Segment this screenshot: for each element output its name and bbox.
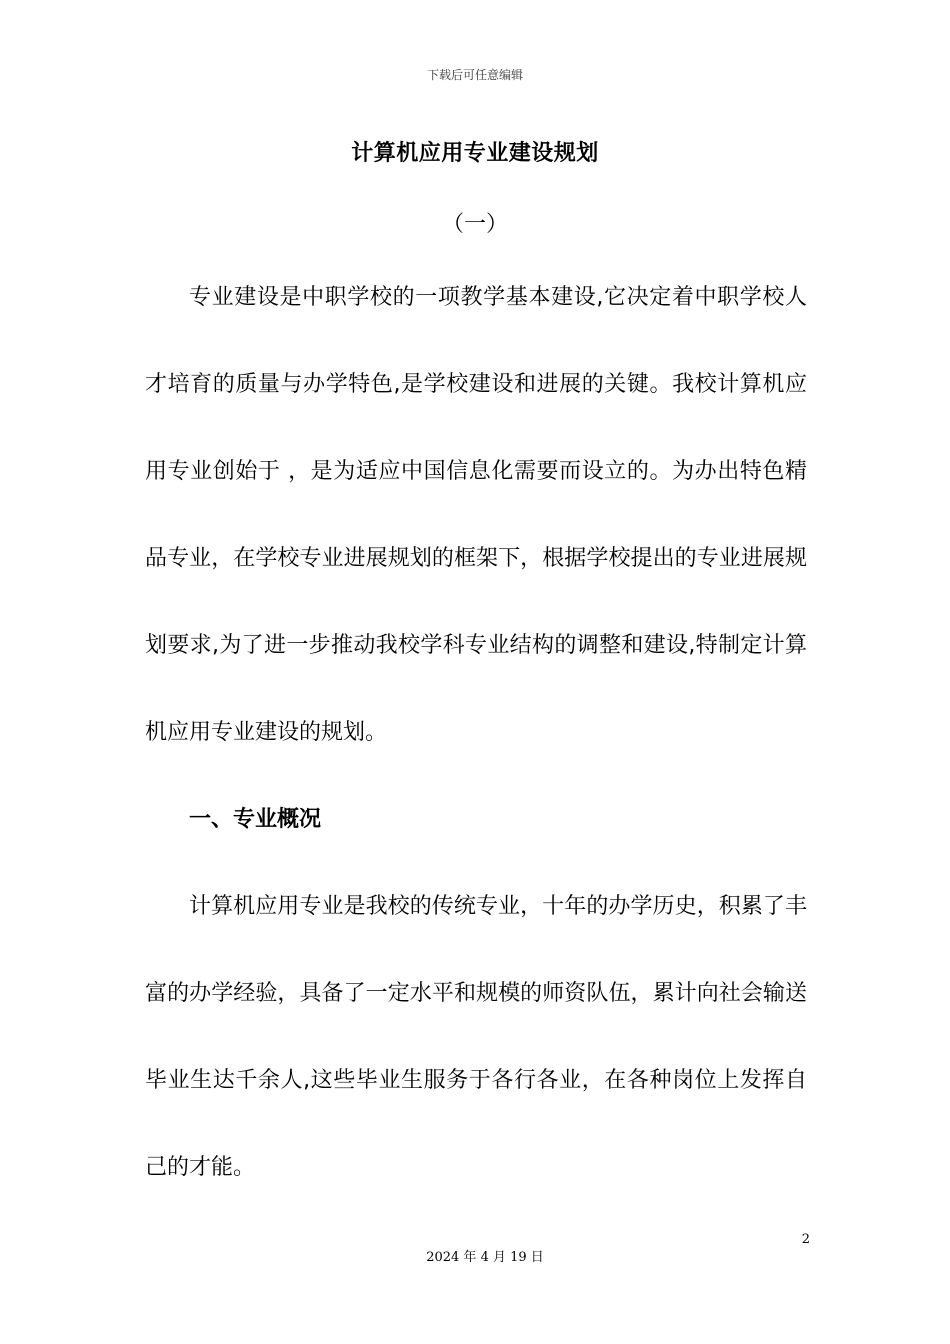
section-heading: 一、专业概况 [189,807,322,832]
document-title: 计算机应用专业建设规划 [351,141,599,166]
document-subtitle: （一） [441,212,508,237]
header-note: 下载后可任意编辑 [426,68,523,82]
footer-date: 2024 年 4 月 19 日 [426,1250,544,1265]
document-body [145,254,807,1211]
intro-paragraph: 专业建设是中职学校的一项教学基本建设,它决定着中职学校人才培育的质量与办学特色,是学校建设和进展的关键。我校计算机应用专业创始于 ，是为适应中国信息化需要而设立的。为办出特色精品专业，在学校专业进展规划的框架下，根据学校提出的专业进展规划要求,为了进一步推动我校学科专业结构的调整和建设,特制定计算机应用专业建设的规划。 [145,285,807,745]
page-number: 2 [801,1232,810,1247]
section-paragraph: 计算机应用专业是我校的传统专业，十年的办学历史，积累了丰富的办学经验，具备了一定水平和规模的师资队伍，累计向社会输送毕业生达千余人,这些毕业生服务于各行各业，在各种岗位上发挥自己的才能。 [145,894,807,1180]
